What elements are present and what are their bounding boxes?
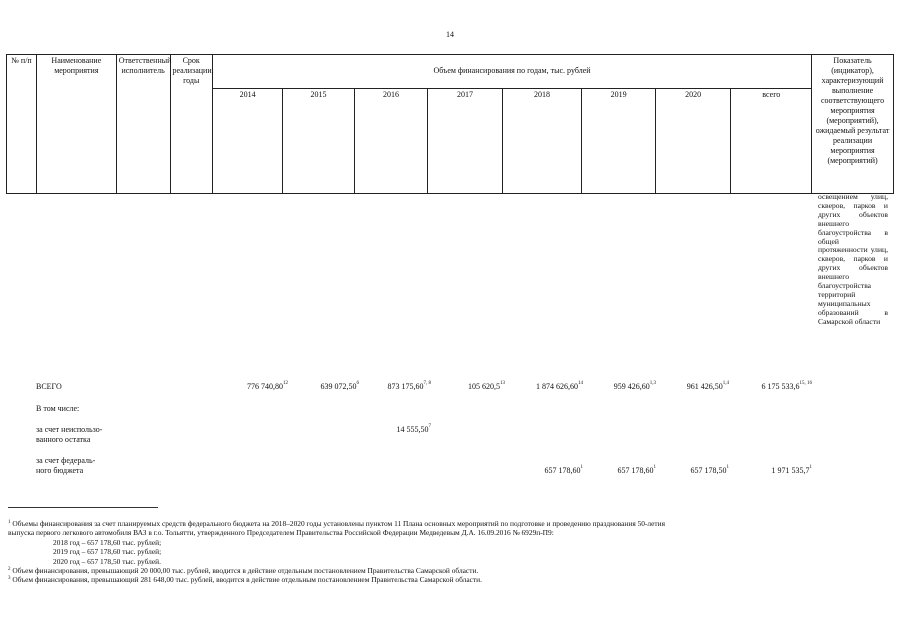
footnote-rule: [8, 507, 158, 508]
row-federal-label-2: ного бюджета: [36, 466, 84, 475]
header-year-2016: 2016: [354, 88, 427, 193]
funding-table-header: [6, 54, 894, 194]
footnote-1: $^1$ Объемы финансирования за счет планируемых средств федерального бюджета на 2018–2020 годы установлены пунктом 11 Плана основных мероприятий по подготовке и проведению празднования 50-летия выпуска первого легкового автомобиля ВАЗ в г.о. Тольятти, утвержденного Председателем Правительства Российской Федерации Медведевым Д.А. 16.09.2016 № 6929п-П9: 2018 год – 657 178,60 тыс. рублей; 2019 год – 657 178,60 тыс. рублей; 2020 год – 657 178,50 тыс. рублей. $^2$ Объем финансирования, превышающий 20 000,00 тыс. рублей, вводится в действие отдельным постановлением Правительства Самарской области. $^3$ Объем финансирования, превышающий 281 648,00 тыс. рублей, вводится в действие отдельным постановлением Правительства Самарской области.: [8, 519, 896, 585]
header-term: Срок реализации, годы: [170, 55, 212, 194]
indicator-text: освещением улиц, скверов, парков и других объектов внешнего благоустройства в общей протяженности улиц, скверов, парков и других объектов внешнего благоустройства территорий муниципальных образований в Самарской области: [818, 192, 888, 326]
header-num: № п/п: [7, 55, 37, 194]
row-federal-label-1: за счет федераль-: [36, 456, 96, 465]
federal-2018: 657 178,60$^1$: [544, 465, 583, 475]
header-year-2019: 2019: [582, 88, 655, 193]
federal-2020: 657 178,50$^1$: [690, 465, 729, 475]
unused-2016: 14 555,50$^7$: [396, 424, 431, 434]
total-2014: 776 740,80$^{12}$: [247, 381, 288, 391]
row-unused-label-1: за счет неиспользо-: [36, 425, 103, 434]
federal-2019: 657 178,60$^1$: [617, 465, 656, 475]
header-indicator: Показатель (индикатор), характеризующий выполнение соответствующего мероприятия (мероприятий), ожидаемый результат реализации мероприятия (мероприятий): [812, 55, 894, 194]
total-all: 6 175 533,6$^{15, 16}$: [761, 381, 812, 391]
footnote-3: $^3$ Объем финансирования, превышающий 281 648,00 тыс. рублей, вводится в действие отдельным постановлением Правительства Самарской области.: [8, 575, 482, 585]
total-2016: 873 175,60$^{7, 8}$: [387, 381, 431, 391]
row-total-label: ВСЕГО: [36, 382, 62, 391]
header-year-total: всего: [731, 88, 812, 193]
federal-all: 1 971 535,7$^1$: [771, 465, 812, 475]
total-2019: 959 426,60$^{1,3}$: [613, 381, 656, 391]
total-2017: 105 620,5$^{13}$: [468, 381, 505, 391]
header-name: Наименование мероприятия: [37, 55, 117, 194]
header-year-2015: 2015: [283, 88, 354, 193]
row-unused-label-2: ванного остатка: [36, 435, 91, 444]
header-responsible: Ответственный исполнитель: [116, 55, 170, 194]
header-funding: Объем финансирования по годам, тыс. рублей: [212, 55, 811, 89]
total-2018: 1 874 626,60$^{14}$: [536, 381, 583, 391]
total-2015: 639 072,50$^6$: [320, 381, 359, 391]
header-year-2014: 2014: [212, 88, 282, 193]
header-year-2020: 2020: [655, 88, 731, 193]
page-number: 14: [446, 30, 454, 39]
header-year-2018: 2018: [502, 88, 582, 193]
footnote-2: $^2$ Объем финансирования, превышающий 20 000,00 тыс. рублей, вводится в действие отдельным постановлением Правительства Самарской области.: [8, 566, 479, 576]
header-year-2017: 2017: [428, 88, 503, 193]
total-2020: 961 426,50$^{1,4}$: [686, 381, 729, 391]
row-incl-label: В том числе:: [36, 404, 80, 413]
